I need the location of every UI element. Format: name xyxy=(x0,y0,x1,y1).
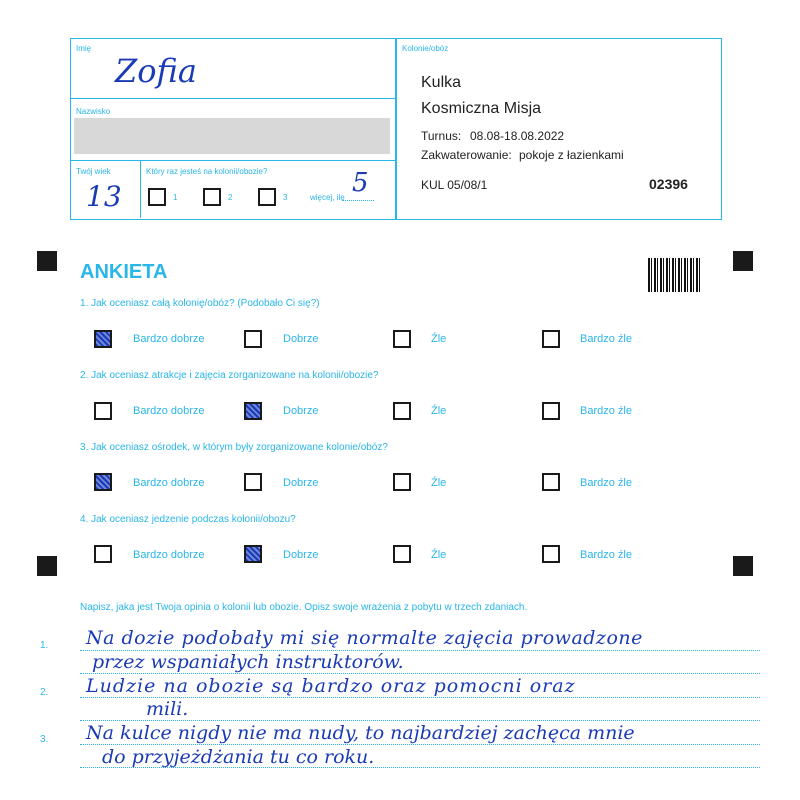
surname-label: Nazwisko xyxy=(76,107,111,116)
turnus-value: 08.08-18.08.2022 xyxy=(470,129,565,143)
q4-option-dobrze-checkbox[interactable] xyxy=(244,545,262,563)
name-label: Imię xyxy=(76,44,92,53)
alignment-marker xyxy=(37,251,57,271)
q3-option-dobrze-checkbox[interactable] xyxy=(244,473,262,491)
question-1: 1. Jak oceniasz całą kolonię/obóz? (Podobało Ci się?) xyxy=(80,298,320,309)
camp-name: Kulka xyxy=(421,74,462,91)
q2-option-label: Bardzo dobrze xyxy=(133,405,205,417)
accommodation-label: Zakwaterowanie: xyxy=(421,148,512,162)
q3-option-bardzo-zle-checkbox[interactable] xyxy=(542,473,560,491)
q4-option-label: Źle xyxy=(431,549,447,561)
q4-option-label: Bardzo dobrze xyxy=(133,549,205,561)
times-option-2: 2 xyxy=(228,193,233,202)
q3-option-zle-checkbox[interactable] xyxy=(393,473,411,491)
line-number-2: 2. xyxy=(40,687,49,698)
times-option-3: 3 xyxy=(283,193,288,202)
q3-option-label: Źle xyxy=(431,477,447,489)
age-label: Twój wiek xyxy=(76,167,111,176)
answer-line-3[interactable]: Ludzie na obozie są bardzo oraz pomocni oraz xyxy=(86,675,576,697)
form-number: 02396 xyxy=(649,176,688,192)
line-number-1: 1. xyxy=(40,640,49,651)
alignment-marker xyxy=(37,556,57,576)
q2-option-label: Źle xyxy=(431,405,447,417)
divider xyxy=(70,98,396,99)
more-times-field[interactable]: 5 xyxy=(352,168,369,198)
camp-program: Kosmiczna Misja xyxy=(421,100,542,117)
surname-redaction xyxy=(74,118,390,154)
q2-option-dobrze-checkbox[interactable] xyxy=(244,402,262,420)
camp-code: KUL 05/08/1 xyxy=(421,178,488,192)
q3-option-bardzo-dobrze-checkbox[interactable] xyxy=(94,473,112,491)
more-times-label: więcej, ile xyxy=(310,193,345,202)
survey-title: ANKIETA xyxy=(80,261,168,283)
q4-option-label: Bardzo źle xyxy=(580,549,632,561)
age-field[interactable]: 13 xyxy=(86,180,122,213)
q1-option-label: Bardzo dobrze xyxy=(133,333,205,345)
q4-option-zle-checkbox[interactable] xyxy=(393,545,411,563)
alignment-marker xyxy=(733,556,753,576)
barcode xyxy=(648,258,702,292)
answer-line xyxy=(80,744,760,745)
q2-option-label: Bardzo źle xyxy=(580,405,632,417)
q4-option-bardzo-zle-checkbox[interactable] xyxy=(542,545,560,563)
name-field[interactable]: Zofia xyxy=(115,52,197,90)
times-checkbox-2[interactable] xyxy=(203,188,221,206)
answer-line-1[interactable]: Na dozie podobały mi się normalte zajęcia prowadzone xyxy=(86,627,643,649)
answer-line-4[interactable]: mili. xyxy=(146,698,189,720)
divider xyxy=(140,160,141,218)
q1-option-label: Dobrze xyxy=(283,333,319,345)
q1-option-label: Bardzo źle xyxy=(580,333,632,345)
times-option-1: 1 xyxy=(173,193,178,202)
line-number-3: 3. xyxy=(40,734,49,745)
times-checkbox-1[interactable] xyxy=(148,188,166,206)
question-4: 4. Jak oceniasz jedzenie podczas kolonii/obozu? xyxy=(80,514,296,525)
q4-option-label: Dobrze xyxy=(283,549,319,561)
q1-option-label: Źle xyxy=(431,333,447,345)
times-label: Który raz jesteś na kolonii/obozie? xyxy=(146,167,268,176)
answer-line xyxy=(80,673,760,674)
alignment-marker xyxy=(733,251,753,271)
q4-option-bardzo-dobrze-checkbox[interactable] xyxy=(94,545,112,563)
q2-option-zle-checkbox[interactable] xyxy=(393,402,411,420)
question-2: 2. Jak oceniasz atrakcje i zajęcia zorganizowane na kolonii/obozie? xyxy=(80,370,379,381)
q1-option-dobrze-checkbox[interactable] xyxy=(244,330,262,348)
camp-label: Kolonie/obóz xyxy=(402,44,449,53)
q1-option-bardzo-zle-checkbox[interactable] xyxy=(542,330,560,348)
question-3: 3. Jak oceniasz ośrodek, w którym były zorganizowane kolonie/obóz? xyxy=(80,442,388,453)
answer-line-5[interactable]: Na kulce nigdy nie ma nudy, to najbardziej zachęca mnie xyxy=(86,722,635,744)
divider xyxy=(70,160,396,161)
times-checkbox-3[interactable] xyxy=(258,188,276,206)
q3-option-label: Dobrze xyxy=(283,477,319,489)
answer-line-2[interactable]: przez wspaniałych instruktorów. xyxy=(92,651,404,673)
q3-option-label: Bardzo źle xyxy=(580,477,632,489)
answer-line xyxy=(80,720,760,721)
turnus-label: Turnus: xyxy=(421,129,462,143)
q1-option-zle-checkbox[interactable] xyxy=(393,330,411,348)
q2-option-bardzo-zle-checkbox[interactable] xyxy=(542,402,560,420)
q2-option-bardzo-dobrze-checkbox[interactable] xyxy=(94,402,112,420)
q2-option-label: Dobrze xyxy=(283,405,319,417)
accommodation-value: pokoje z łazienkami xyxy=(519,148,624,162)
more-times-line xyxy=(342,200,374,201)
q1-option-bardzo-dobrze-checkbox[interactable] xyxy=(94,330,112,348)
opinion-prompt: Napisz, jaka jest Twoja opinia o kolonii lub obozie. Opisz swoje wrażenia z pobytu w trzech zdaniach. xyxy=(80,602,528,613)
q3-option-label: Bardzo dobrze xyxy=(133,477,205,489)
answer-line-6[interactable]: do przyjeżdżania tu co roku. xyxy=(102,746,375,768)
